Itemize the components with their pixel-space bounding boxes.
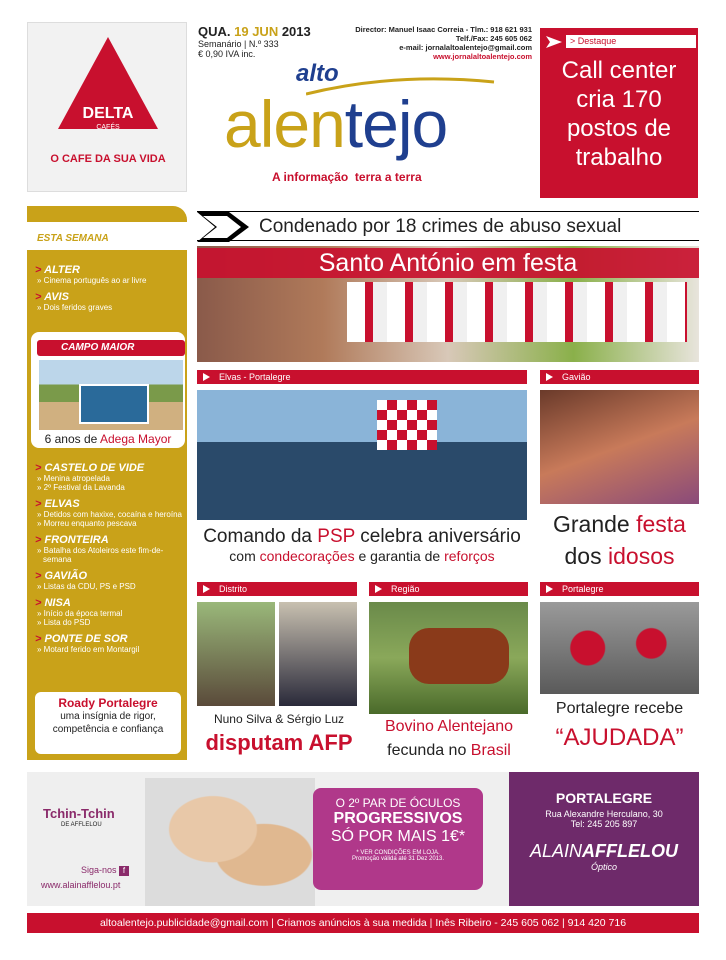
- regiao-l2: [364, 742, 534, 760]
- psp-headline: [197, 526, 527, 564]
- ad-follow: [81, 865, 129, 876]
- destaque-arrow-icon: [544, 34, 564, 50]
- gaviao-l1a: Grande: [553, 511, 637, 537]
- ad-promo-box: [313, 788, 483, 890]
- portalegre-photo[interactable]: [540, 602, 699, 694]
- campo-caption-b: Adega Mayor: [100, 432, 172, 446]
- psp-l2c: e garantia de: [354, 548, 445, 564]
- santo-antonio-title: Santo António em festa: [318, 249, 578, 277]
- sidebar-group-item[interactable]: » Listas da CDU, PS e PSD: [37, 582, 136, 591]
- sidebar-group[interactable]: [35, 264, 185, 285]
- facebook-icon[interactable]: f: [119, 866, 129, 876]
- psp-l1c: celebra aniversário: [354, 526, 521, 547]
- ad-brand-sub: DE AFFLELOU: [61, 822, 102, 828]
- portalegre-tag: Portalegre: [540, 582, 699, 596]
- sidebar-group[interactable]: [35, 633, 185, 654]
- contact-tel: Telf./Fax: 245 605 062: [455, 34, 532, 43]
- sidebar-group-item[interactable]: » Início da época termal: [37, 609, 123, 618]
- ad-city: PORTALEGRE: [555, 790, 653, 806]
- ad-brand-small: Tchin-Tchin: [43, 806, 115, 821]
- gaviao-l1b: festa: [636, 511, 686, 537]
- regiao-tag: Região: [369, 582, 528, 596]
- distrito-l1: Nuno Silva & Sérgio Luz: [213, 712, 345, 726]
- distrito-tag: Distrito: [197, 582, 357, 596]
- sidebar-group[interactable]: [35, 462, 185, 492]
- ad-fine1: * VER CONDIÇÕES EM LOJA.: [356, 850, 440, 856]
- ad-tel: Tel: 245 205 897: [570, 819, 638, 829]
- gaviao-headline: [540, 508, 699, 572]
- distrito-photo-left[interactable]: [197, 602, 275, 706]
- issue-info: [198, 24, 338, 59]
- ad-promo3: SÓ POR MAIS 1€*: [330, 828, 466, 845]
- regiao-l1: Bovino Alentejano: [384, 718, 514, 735]
- issue-price: € 0,90 IVA inc.: [198, 49, 256, 59]
- masthead-title-alen: alen: [224, 87, 345, 161]
- contact-director: Director: Manuel Isaac Correia - Tlm.: 918 621 931: [355, 25, 532, 34]
- masthead-alto: alto: [296, 60, 339, 87]
- headline-bar[interactable]: [197, 211, 699, 241]
- gaviao-photo[interactable]: [540, 390, 699, 504]
- ad-logo-b: AFFLELOU: [582, 841, 679, 861]
- sidebar-group-item[interactable]: » Morreu enquanto pescava: [37, 519, 137, 528]
- sidebar-group-title[interactable]: > ELVAS: [35, 498, 80, 510]
- masthead-tagline: A informação terra a terra: [272, 170, 422, 184]
- sidebar-group-item[interactable]: » Menina atropelada: [37, 474, 110, 483]
- sidebar-group[interactable]: [35, 291, 185, 312]
- destaque-box[interactable]: [540, 28, 698, 198]
- sidebar-group-item[interactable]: » Detidos com haxixe, cocaína e heroína: [37, 510, 182, 519]
- sidebar-group-item[interactable]: » Lista do PSD: [37, 618, 91, 627]
- ad-promo1: O 2º PAR DE ÓCULOS: [335, 796, 461, 810]
- sidebar-group-item[interactable]: » Dois feridos graves: [37, 303, 113, 312]
- footer-text: altoalentejo.publicidade@gmail.com | Criamos anúncios à sua medida | Inês Ribeiro - 245 605 062 | 914 420 716: [99, 917, 627, 929]
- sidebar: [27, 206, 187, 760]
- afflelou-ad[interactable]: [27, 772, 699, 906]
- destaque-headline: Call center cria 170 postos de trabalho: [561, 57, 677, 171]
- gaviao-l2a: dos: [564, 543, 608, 569]
- regiao-l2b: Brasil: [470, 742, 511, 759]
- sidebar-group-title[interactable]: > NISA: [35, 597, 71, 609]
- issue-date: 19 JUN: [234, 24, 279, 39]
- ad-optico: Óptico: [590, 862, 617, 872]
- sidebar-group-title[interactable]: > AVIS: [35, 291, 69, 303]
- ad-couple-photo: [145, 778, 315, 906]
- destaque-label: > Destaque: [566, 35, 696, 48]
- ad-fine2: Promoção válida até 31 Dez 2013.: [351, 856, 445, 862]
- roady-text: uma insígnia de rigor, competência e confiança: [52, 711, 164, 735]
- ad-promo2: PROGRESSIVOS: [333, 810, 463, 827]
- campo-caption-a: 6 anos de: [44, 432, 100, 446]
- issue-year: 2013: [281, 24, 311, 39]
- psp-l2d: reforços: [444, 548, 495, 564]
- distrito-photo-right[interactable]: [279, 602, 357, 706]
- issue-number: Semanário | N.º 333: [198, 39, 279, 49]
- ad-logo: [509, 841, 699, 862]
- masthead: [196, 58, 536, 198]
- portalegre-l1: Portalegre recebe: [555, 700, 684, 717]
- psp-l1a: Comando da: [203, 526, 318, 547]
- regiao-l2a: fecunda no: [387, 742, 471, 759]
- sidebar-group-item[interactable]: » Cinema português ao ar livre: [37, 276, 147, 285]
- ad-follow-label: Siga-nos: [81, 865, 117, 875]
- sidebar-heading: ESTA SEMANA: [37, 233, 109, 244]
- sidebar-group-title[interactable]: > ALTER: [35, 264, 80, 276]
- sidebar-heading-bar: [27, 222, 187, 250]
- sidebar-groups-top: [35, 264, 185, 318]
- ad-addr: Rua Alexandre Herculano, 30: [545, 809, 663, 819]
- contacts: [346, 25, 532, 61]
- psp-tag: Elvas - Portalegre: [197, 370, 527, 384]
- delta-sub: CAFÉS: [96, 124, 120, 131]
- sidebar-group-title[interactable]: > PONTE DE SOR: [35, 633, 128, 645]
- ad-store-panel: [509, 772, 699, 906]
- sidebar-group[interactable]: [35, 534, 185, 564]
- campo-maior-caption: [31, 432, 185, 446]
- headline-text: Condenado por 18 crimes de abuso sexual: [259, 216, 622, 237]
- contact-email[interactable]: e-mail: jornalaltoalentejo@gmail.com: [399, 43, 532, 52]
- campo-maior-box[interactable]: [29, 330, 187, 450]
- ad-logo-a: ALAIN: [529, 841, 583, 861]
- psp-l2b: condecorações: [259, 548, 355, 564]
- contact-web[interactable]: www.jornalaltoalentejo.com: [433, 52, 532, 61]
- sidebar-group[interactable]: [35, 570, 185, 591]
- sidebar-group[interactable]: [35, 597, 185, 627]
- delta-brand: DELTA: [82, 105, 134, 122]
- regiao-photo[interactable]: [369, 602, 528, 714]
- campo-maior-photo: [39, 360, 183, 430]
- portalegre-l2: “AJUDADA”: [555, 724, 684, 751]
- psp-l1b: PSP: [317, 526, 355, 547]
- sidebar-group-title[interactable]: > CASTELO DE VIDE: [35, 462, 145, 474]
- issue-day: QUA.: [198, 24, 231, 39]
- masthead-title-tejo: tejo: [344, 87, 448, 161]
- roady-box[interactable]: [33, 690, 183, 756]
- psp-photo[interactable]: [197, 390, 527, 520]
- psp-l2a: com: [229, 548, 260, 564]
- santo-antonio-banner: [197, 248, 699, 278]
- sidebar-group-item[interactable]: » Motard ferido em Montargil: [37, 645, 140, 654]
- sidebar-group-title[interactable]: > FRONTEIRA: [35, 534, 109, 546]
- headline-arrow-icon: [197, 212, 249, 242]
- roady-title: Roady Portalegre: [58, 696, 158, 710]
- sidebar-group-item[interactable]: » 2º Festival da Lavanda: [37, 483, 125, 492]
- gaviao-tag: Gavião: [540, 370, 699, 384]
- sidebar-group[interactable]: [35, 498, 185, 528]
- distrito-l2: disputam AFP: [205, 730, 353, 755]
- delta-slogan: O CAFE DA SUA VIDA: [50, 153, 166, 165]
- gaviao-l2b: idosos: [608, 543, 675, 569]
- ad-web[interactable]: www.alainafflelou.pt: [41, 880, 121, 890]
- campo-maior-title-bar: [37, 340, 185, 356]
- delta-ad[interactable]: [27, 22, 187, 192]
- sidebar-group-item[interactable]: » Batalha dos Atoleiros este fim-de-semana: [37, 546, 164, 564]
- masthead-title: [224, 84, 447, 164]
- footer-bar[interactable]: [27, 913, 699, 933]
- campo-maior-title: CAMPO MAIOR: [61, 342, 135, 353]
- sidebar-group-title[interactable]: > GAVIÃO: [35, 570, 88, 582]
- sidebar-groups-bottom: [35, 462, 185, 660]
